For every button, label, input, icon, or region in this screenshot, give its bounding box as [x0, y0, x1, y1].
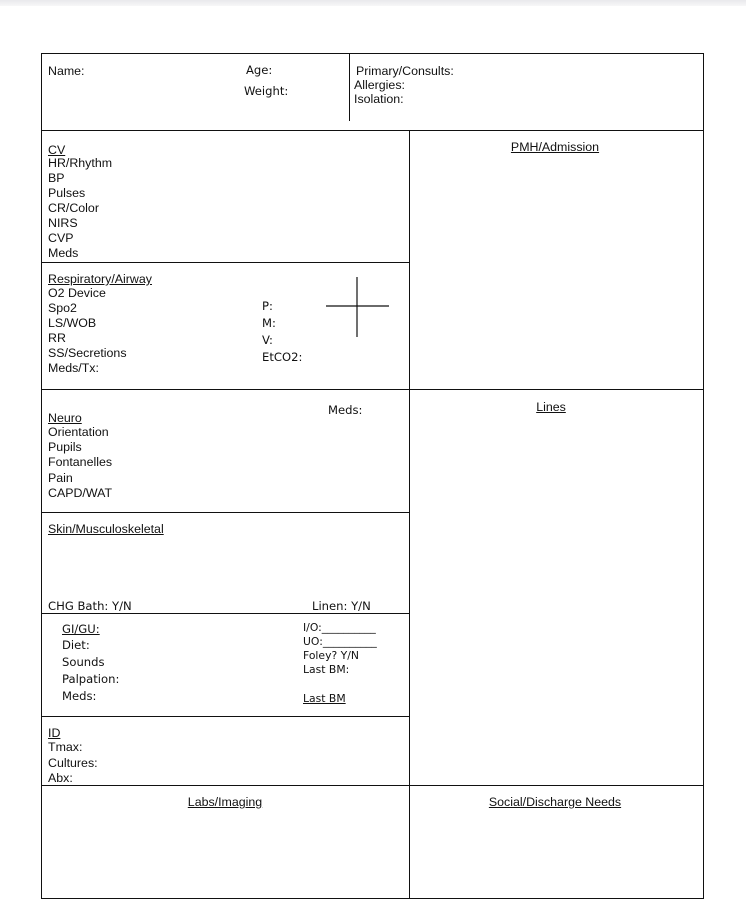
sheet-left-border: [41, 53, 42, 898]
foley-label: Foley? Y/N: [303, 649, 359, 662]
neuro-skin-divider: [41, 512, 409, 513]
gi-item: Meds:: [62, 689, 97, 703]
cv-item: CVP: [48, 231, 74, 245]
resp-item: LS/WOB: [48, 316, 97, 330]
sheet-right-border: [703, 53, 704, 898]
lines-title: Lines: [536, 400, 566, 414]
cv-item: Meds: [48, 246, 79, 260]
neuro-item: Pain: [48, 471, 73, 485]
cv-item: Pulses: [48, 186, 86, 200]
labs-imaging-title: Labs/Imaging: [187, 795, 263, 809]
cv-resp-divider: [41, 262, 409, 263]
cv-section-title: CV: [48, 143, 66, 157]
cv-item: CR/Color: [48, 201, 99, 215]
gi-item: Sounds: [62, 655, 105, 669]
vent-item: P:: [262, 299, 273, 313]
gi-section-title: GI/GU:: [62, 622, 100, 636]
neuro-item: Fontanelles: [48, 455, 113, 469]
neuro-section-title: Neuro: [48, 411, 82, 425]
io-field: I/O:__________: [303, 621, 376, 634]
sheet-top-border: [41, 53, 704, 54]
neuro-item: CAPD/WAT: [48, 486, 113, 500]
id-item: Abx:: [48, 771, 73, 785]
neuro-item: Pupils: [48, 440, 82, 454]
cv-item: HR/Rhythm: [48, 156, 113, 170]
allergies-label: Allergies:: [354, 78, 405, 92]
isolation-label: Isolation:: [354, 92, 404, 106]
id-item: Tmax:: [48, 740, 83, 754]
vent-item: M:: [262, 316, 276, 330]
resp-item: Spo2: [48, 301, 77, 315]
sheet-bottom-border: [41, 898, 704, 899]
abg-cross-diagram: [326, 277, 390, 339]
name-label: Name:: [48, 64, 85, 78]
gi-id-divider: [41, 716, 409, 717]
gi-item: Palpation:: [62, 672, 120, 686]
id-labs-divider: [41, 785, 704, 786]
neuro-meds-label: Meds:: [328, 403, 363, 417]
primary-consults-label: Primary/Consults:: [356, 64, 454, 78]
cv-item: BP: [48, 171, 65, 185]
resp-item: RR: [48, 331, 66, 345]
gi-item: Diet:: [62, 638, 90, 652]
uo-field: UO:__________: [303, 635, 377, 648]
resp-item: O2 Device: [48, 286, 106, 300]
age-label: Age:: [246, 63, 273, 77]
resp-item: Meds/Tx:: [48, 361, 99, 375]
last-bm-label: Last BM:: [303, 663, 350, 676]
last-bm-link: Last BM: [303, 692, 346, 705]
cv-item: NIRS: [48, 216, 78, 230]
header-divider: [41, 130, 704, 131]
vent-item: V:: [262, 333, 273, 347]
vent-item: EtCO2:: [262, 350, 303, 364]
neuro-item: Orientation: [48, 425, 109, 439]
weight-label: Weight:: [244, 84, 289, 98]
id-section-title: ID: [48, 726, 61, 740]
chg-bath-label: CHG Bath: Y/N: [48, 599, 132, 613]
pmh-admission-title: PMH/Admission: [510, 140, 600, 154]
skin-section-title: Skin/Musculoskeletal: [48, 522, 164, 536]
social-discharge-title: Social/Discharge Needs: [488, 795, 622, 809]
main-column-split: [409, 130, 410, 898]
respiratory-section-title: Respiratory/Airway: [48, 272, 152, 286]
resp-neuro-divider: [41, 389, 704, 390]
resp-item: SS/Secretions: [48, 346, 127, 360]
header-split: [349, 53, 350, 121]
linen-label: Linen: Y/N: [312, 599, 371, 613]
id-item: Cultures:: [48, 756, 98, 770]
